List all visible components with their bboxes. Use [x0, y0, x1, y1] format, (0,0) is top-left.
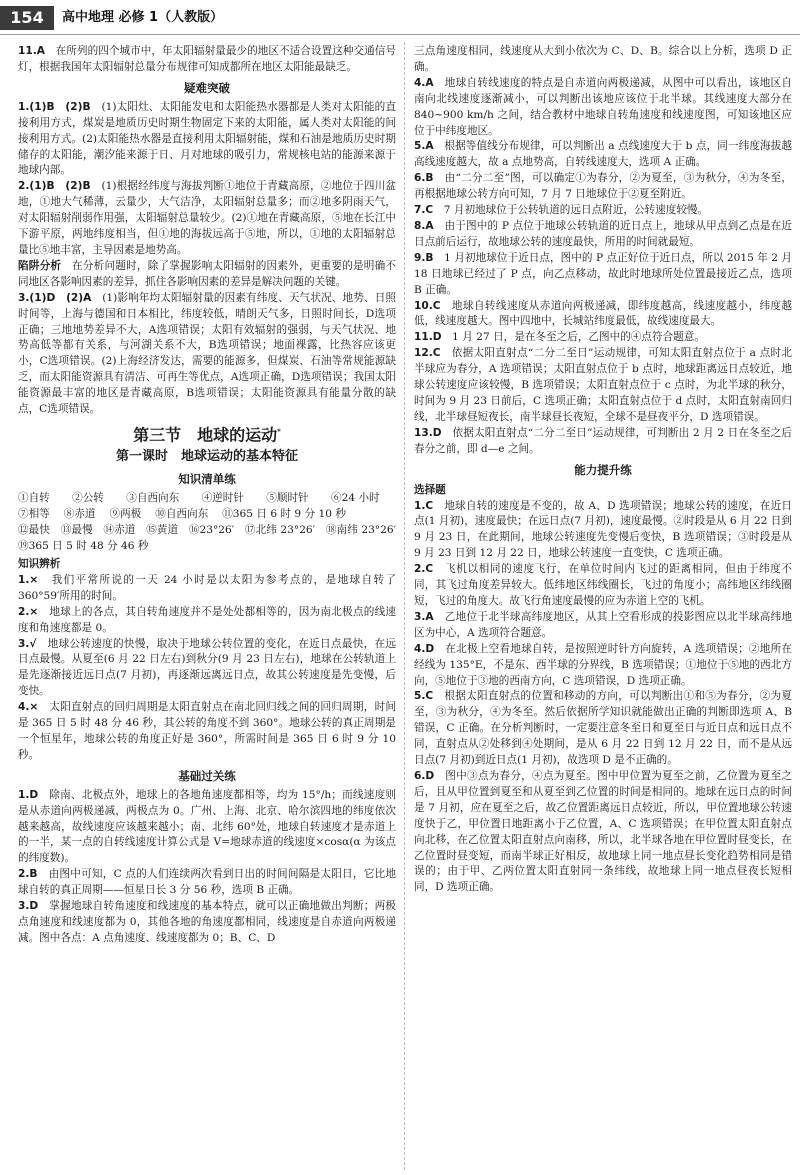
left-column	[18, 44, 407, 947]
answer-number: 7.C	[414, 204, 434, 217]
judge-number: 3.√	[18, 637, 37, 650]
answer-number: 5.A	[414, 140, 434, 153]
answer-text: 根据太阳直射点的位置和移动的方向，可以判断出①和⑤为春分，②为夏至，③为秋分，④为冬至。然后依据所学知识就能做出正确的判断即选项 A、B 错误，C 正确。在分析判断时，一定要注意冬至日和夏至日与近日点和远日点不同，直射点从②处移到④处期间，是从 6 月 22 日到 12 月 22 日，而不是从远日点(7 月初)到近日点(1 月初)，故选项 D 是不正确的。	[414, 690, 792, 767]
answer-r11	[414, 330, 792, 346]
answer-number: 1.D	[18, 788, 39, 801]
trap-text: 在分析问题时，除了掌握影响太阳辐射的因素外，更重要的是明确不同地区各影响因素的差异，抓住各影响因素的差异是解决问题的关键。	[18, 259, 397, 288]
answer-r12	[414, 346, 792, 426]
vocab-item: ⑤顺时针	[266, 492, 309, 505]
vocab-row-3: ⑫最快 ⑬最慢 ⑭赤道 ⑮黄道 ⑯23°26′ ⑰北纬 23°26′ ⑱南纬 23°26′ ⑲365 日 5 时 48 分 46 秒	[18, 524, 407, 552]
answer-text: 由于图中的 P 点位于地球公转轨道的近日点上，地球从甲点到乙点是在近日点前后运行，故地球公转的速度最快，所用的时间就最短。	[414, 219, 792, 248]
answer-number: 13.D	[414, 426, 442, 439]
answer-number: 10.C	[414, 299, 441, 312]
judge-1	[18, 573, 396, 605]
answer-r4	[414, 76, 792, 140]
answer-text: 地球自转线速度的特点是自赤道向两极递减，从图中可以看出，该地区自南向北线速度逐渐减小，可以判断出该地应该位于北半球。其线速度大部分在 840~900 km/h 之间，结合教材中地球自转角速度和线速度图，可知该地区应位于中纬度地区。	[414, 76, 793, 137]
section-title-nengli: 能力提升练	[574, 462, 632, 477]
answer-text: 1 月 27 日，是在冬至之后，乙图中的④点符合题意。	[452, 331, 705, 344]
judge-text: 地球公转速度的快慢，取决于地球公转位置的变化，在近日点最快，在远日点最慢。从夏至(6 月 22 日左右)到秋分(9 月 23 日左右)，地球在公转轨道上是先逐渐接近远日点(7 月初)，再逐渐远离远日点，故其公转速度是先变慢，后变快。	[18, 637, 397, 698]
answer-j2	[18, 867, 396, 899]
answer-text: 根据等值线分布规律，可以判断出 a 点线速度大于 b 点，同一纬度海拔越高线速度越大，故 a 点地势高，自转线速度大，选项 A 正确。	[414, 140, 792, 169]
answer-number: 3.A	[414, 610, 434, 623]
vocab-row-2	[18, 507, 396, 523]
judge-text: 我们平常所说的一天 24 小时是以太阳为参考点的，是地球自转了 360°59′所用的时间。	[18, 573, 397, 602]
answer-number: 3.D	[18, 900, 39, 913]
answer-11	[18, 44, 396, 76]
judge-number: 1.×	[18, 573, 39, 586]
vocab-item: ⑧赤道	[63, 508, 96, 521]
vocab-item: ⑪365 日 6 时 9 分 10 秒	[222, 508, 346, 521]
book-title: 高中地理 必修 1（人教版）	[62, 10, 224, 25]
answer-r7	[414, 203, 792, 219]
trap-label: 陷阱分析	[18, 259, 62, 272]
answer-r5	[414, 139, 792, 171]
answer-text: 掌握地球自转角速度和线速度的基本特点，就可以正确地做出判断；两极点角速度和线速度都为 0，其他各地的角速度都相同，线速度是自赤道向两极递减。图中各点：A 点角速度、线速度都为 0；B、C、D	[18, 900, 396, 944]
page-number: 154	[0, 6, 54, 30]
answer-text: 地球自转线速度从赤道向两极递减，即纬度越高，线速度越小，纬度越低，线速度越大。图中四地中，长城站纬度最低，故线速度最大。	[414, 299, 793, 328]
trap-analysis	[18, 259, 396, 291]
vocab-row-1	[18, 491, 396, 507]
vocab-item: ②公转	[72, 492, 104, 505]
answer-number: 5.C	[414, 690, 434, 703]
chapter-title	[18, 420, 396, 447]
answer-number: 6.D	[414, 769, 435, 782]
answer-r10	[414, 299, 792, 331]
answer-y3	[18, 291, 396, 418]
answer-n2	[414, 562, 792, 610]
answer-number: 4.D	[414, 642, 435, 655]
answer-r6	[414, 171, 792, 203]
answer-text: 乙地位于北半球高纬度地区，从其上空看形成的投影图应以北半球高纬地区为中心，A 选项符合题意。	[414, 610, 793, 639]
answer-n6	[414, 769, 792, 896]
section-title-yinan: 疑难突破	[184, 80, 230, 95]
answer-text: 由图中可知，C 点的人们连续两次看到日出的时间间隔是太阳日，它比地球自转的真正周期——恒星日长 3 分 56 秒，选项 B 正确。	[18, 868, 396, 897]
judge-4	[18, 700, 396, 764]
answer-text: 7 月初地球位于公转轨道的远日点附近，公转速度较慢。	[443, 204, 709, 217]
answer-text: (1)太阳灶、太阳能发电和太阳能热水器都是人类对太阳能的直接利用方式，煤炭是地质历史时期生物固定下来的太阳能，属人类对太阳能的间接利用方式。(2)太阳能热水器是直接利用太阳辐射能，煤和石油是地质历史时期储存的太阳能，潮汐能来源于日、月对地球的吸引力，常规核电站的能源来源于地球内部。	[18, 100, 397, 177]
answer-text: 地球自转的速度是不变的，故 A、D 选项错误；地球公转的速度，在近日点(1 月初)，速度最快；在远日点(7 月初)，速度最慢。②时段是从 6 月 22 日到 9 月 23 日，在此期间，地球公转速度先变慢后变快，B 选项错误；③时段是从 9 月 23 日到 12 月 22 日，地球公转速度一直变快，C 选项正确。	[414, 499, 792, 560]
answer-number: 6.B	[414, 172, 434, 185]
answer-y1	[18, 100, 396, 180]
answer-number: 9.B	[414, 251, 434, 264]
answer-number: 2.B	[18, 868, 38, 881]
answer-n3	[414, 610, 792, 642]
vocab-item: ⑩自西向东	[155, 508, 209, 521]
answer-text: 依据太阳直射点“二分二至日”运动规律，可知太阳直射点位于 a 点时北半球应为春分，A 选项错误；太阳直射点位于 b 点时，地球距离远日点较近，地球公转速度应该较慢，B 选项错误；太阳直射点位于 c 点时，为北半球的秋分，时间为 9 月 23 日前后，C 选项正确；太阳直射点位于 d 点时，太阳直射南回归线，北半球昼短夜长，南半球昼长夜短，全球不是昼夜平分，D 选项错误。	[414, 347, 792, 423]
answer-number: 3.(1)D (2)A	[18, 291, 92, 304]
answer-n4	[414, 642, 792, 690]
column-divider	[404, 42, 405, 1170]
answer-text: 飞机以相同的速度飞行，在单位时间内飞过的距离相同，但由于纬度不同，其飞过角度差异较大。低纬地区纬线圈长，飞过的角度小；高纬地区纬线圈短，飞过的角度大。故飞行角速度最慢的应为赤道上空的飞机。	[414, 563, 793, 607]
answer-n1	[414, 499, 792, 563]
section-title-zhishi: 知识清单练	[178, 472, 236, 487]
subsection-bianxi: 知识辨析	[18, 557, 61, 570]
judge-2	[18, 605, 396, 637]
answer-number: 12.C	[414, 347, 441, 360]
answer-j1	[18, 788, 396, 868]
judge-number: 4.×	[18, 701, 39, 714]
answer-j3-continued: 三点角速度相同，线速度从大到小依次为 C、D、B。综合以上分析，选项 D 正确。	[414, 45, 792, 73]
right-column	[414, 44, 792, 896]
answer-number: 11.D	[414, 331, 442, 344]
answer-number: 2.(1)B (2)B	[18, 180, 91, 193]
answer-r9	[414, 251, 792, 299]
chapter-mark: *	[277, 426, 281, 436]
vocab-item: ①自转	[18, 492, 50, 505]
answer-text: 除南、北极点外，地球上的各地角速度都相等，均为 15°/h；而线速度则是从赤道向两极递减，两极点为 0。广州、上海、北京、哈尔滨四地的纬度依次越来越高，故线速度应该越来越小；南、北纬 60°处，地球自转速度才是赤道上的一半，某一点的自转线速度计算公式是 V=地球赤道的线速度×cosα(α 为该点的纬度数)。	[18, 788, 396, 865]
subsection-xuanze: 选择题	[414, 483, 446, 496]
judge-text: 太阳直射点的回归周期是太阳直射点在南北回归线之间的回归周期，时间是 365 日 5 时 48 分 46 秒，其公转的角度不到 360°。地球公转的真正周期是一个恒星年，地球公转的角度正好是 360°，所需时间是 365 日 6 时 9 分 10 秒。	[18, 701, 397, 761]
judge-3	[18, 637, 396, 701]
answer-number: 2.C	[414, 563, 434, 576]
vocab-item: ⑦相等	[18, 508, 50, 521]
answer-y2	[18, 179, 396, 259]
answer-number: 1.C	[414, 499, 434, 512]
answer-text: 在北极上空看地球自转，是按照逆时针方向旋转，A 选项错误；②地所在经线为 135°E，不是东、西半球的分界线，B 选项错误；①地位于⑤地的西北方向，⑤地位于③地的西南方向，C 选项错误，D 选项正确。	[414, 642, 793, 687]
page-header	[0, 0, 800, 34]
answer-number: 1.(1)B (2)B	[18, 100, 91, 113]
answer-number: 11.A	[18, 45, 45, 57]
section-title-jichu: 基础过关练	[178, 768, 236, 783]
answer-text: (1)影响年均太阳辐射量的因素有纬度、天气状况、地势、日照时间等，上海与德国和日本相比，纬度较低，晴朗天气多，日照时间长，D选项正确；三地地势差异不大，A选项错误；太阳有效辐射的强弱，与天气状况、地势高低等都有关系，与河湖关系不大，B选项错误；地面裸露，比热容应该更小，C选项错误。(2)上海经济发达，需要的能源多，但煤炭、石油等常规能源缺乏，而太阳能资源具有清洁、可再生等优点，A选项正确，D选项错误；我国太阳能资源最丰富的地区是青藏高原，B选项错误；太阳能资源具有能量分散的缺点，C选项错误。	[18, 291, 397, 416]
chapter-title-text: 第三节 地球的运动	[133, 425, 278, 445]
answer-text: 由“二分二至”图，可以确定①为春分，②为夏至，③为秋分，④为冬至，再根据地球公转方向可知，7 月 7 日地球位于②夏至附近。	[414, 172, 792, 201]
vocab-item: ③自西向东	[126, 492, 180, 505]
answer-number: 8.A	[414, 219, 434, 232]
vocab-item: ⑥24 小时	[331, 492, 380, 505]
vocab-list	[18, 491, 407, 555]
answer-number: 4.A	[414, 76, 434, 89]
answer-text: 在所列的四个城市中，年太阳辐射量最少的地区不适合设置这种交通信号灯，根据我国年太阳辐射总量分布规律可知成都所在地区太阳能最缺乏。	[18, 45, 397, 73]
answer-n5	[414, 689, 792, 769]
answer-text: 依据太阳直射点“二分二至日”运动规律，可判断出 2 月 2 日在冬至之后春分之前，即 d—e 之间。	[414, 426, 792, 455]
lesson-title: 第一课时 地球运动的基本特征	[115, 449, 298, 465]
vocab-item: ④逆时针	[201, 492, 244, 505]
answer-j3	[18, 899, 396, 947]
judge-text: 地球上的各点，其自转角速度并不是处处都相等的，因为南北极点的线速度和角速度都是 0。	[18, 605, 397, 634]
answer-text: 1 月初地球位于近日点，图中的 P 点正好位于近日点，所以 2015 年 2 月 18 日地球已经过了 P 点，向乙点移动，故此时地球所处位置最接近乙点，选项 B 正确。	[414, 251, 793, 296]
answer-text: (1)根据经纬度与海拔判断①地位于青藏高原，②地位于四川盆地，①地大气稀薄，云量少，大气洁净，太阳辐射总量多；而②地多阴雨天气，对太阳辐射削弱作用强，太阳辐射总量较少。(2)①地在青藏高原，⑤地在长江中下游平原，两地纬度相当，但①地的海拔远高于⑤地，所以，①地的太阳辐射总量比⑤地丰富，主导因素是地势高。	[18, 180, 397, 256]
judge-number: 2.×	[18, 605, 39, 618]
vocab-item: ⑨两极	[109, 508, 142, 521]
answer-r13	[414, 426, 792, 458]
answer-r8	[414, 219, 792, 251]
answer-text: 图中③点为春分，④点为夏至。图中甲位置为夏至之前，乙位置为夏至之后，且从甲位置到夏至和从夏至到乙位置的时间是相同的。地球在远日点的时间是 7 月初，应在夏至之后，故乙位置距离远日点较近，所以，甲位置地球公转速度快于乙，甲位置日地距离小于乙位置，A、C 选项错误；在甲位置太阳直射点向北移，在乙位置太阳直射点向南移，所以，北半球各地在甲位置时昼变长，在乙位置时昼变短，而南半球正好相反，故地球上同一地点昼长变化趋势相同是错误的；由于甲、乙两位置太阳直射同一条纬线，故地球上同一地点昼夜长短相同，D 选项正确。	[414, 769, 792, 894]
header-rule	[0, 34, 800, 35]
